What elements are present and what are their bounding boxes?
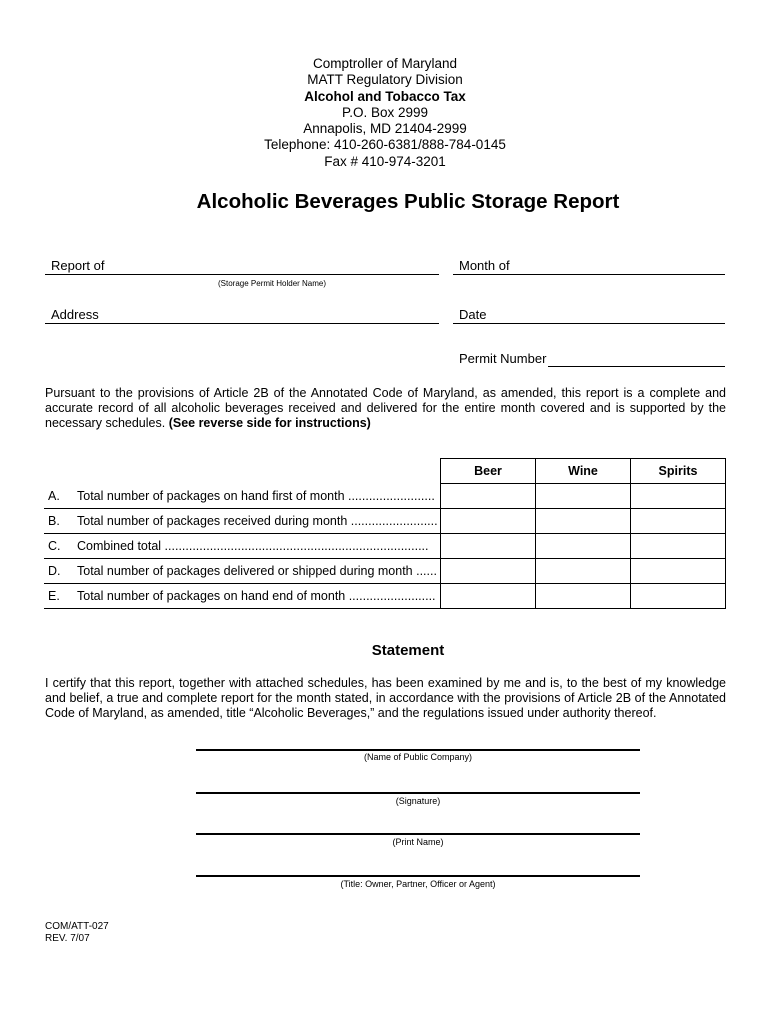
cell-d-wine[interactable] <box>536 559 631 584</box>
table-row <box>44 559 726 584</box>
cell-a-wine[interactable] <box>536 484 631 509</box>
row-label <box>44 534 441 559</box>
cell-b-wine[interactable] <box>536 509 631 534</box>
month-of-field[interactable] <box>453 256 725 275</box>
statement-text: I certify that this report, together with attached schedules, has been examined by me and is, to the best of my knowledge and belief, a true and complete report for the month stated, in accordance with the provisions of Article 2B of the Annotated Code of Maryland, as amended, title “Alcoholic Beverages,” and the regulations issued under authority thereof. <box>45 676 726 721</box>
form-number: COM/ATT-027 <box>45 921 109 932</box>
form-title: Alcoholic Beverages Public Storage Report <box>196 190 620 213</box>
print-name-line[interactable] <box>196 833 640 835</box>
date-label: Date <box>459 307 487 322</box>
cell-d-spirits[interactable] <box>631 559 726 584</box>
cell-b-beer[interactable] <box>441 509 536 534</box>
telephone: Telephone: 410-260-6381/888-784-0145 <box>264 137 506 153</box>
date-field[interactable] <box>453 305 725 324</box>
address-label: Address <box>51 307 99 322</box>
cell-e-spirits[interactable] <box>631 584 726 609</box>
column-wine: Wine <box>536 459 631 484</box>
cell-b-spirits[interactable] <box>631 509 726 534</box>
cell-c-spirits[interactable] <box>631 534 726 559</box>
month-of-label: Month of <box>459 258 510 273</box>
table-row <box>44 509 726 534</box>
row-letter: B. <box>48 514 60 528</box>
report-of-label: Report of <box>51 258 105 273</box>
tax-unit-name: Alcohol and Tobacco Tax <box>304 88 466 104</box>
print-name-label: (Print Name) <box>392 837 444 847</box>
report-of-field[interactable] <box>45 256 439 275</box>
row-text: Total number of packages delivered or shipped during month ...... <box>77 564 437 578</box>
city-state-zip: Annapolis, MD 21404-2999 <box>303 121 467 137</box>
signature-label: (Signature) <box>395 796 441 806</box>
division-name: MATT Regulatory Division <box>307 72 463 88</box>
company-name-label: (Name of Public Company) <box>363 752 473 762</box>
packages-table <box>44 458 726 609</box>
cell-d-beer[interactable] <box>441 559 536 584</box>
column-beer: Beer <box>441 459 536 484</box>
report-of-sublabel: (Storage Permit Holder Name) <box>218 279 327 288</box>
form-footer <box>45 921 109 945</box>
row-letter: E. <box>48 589 60 603</box>
row-letter: A. <box>48 488 60 503</box>
intro-instructions: (See reverse side for instructions) <box>168 416 371 431</box>
address-field[interactable] <box>45 305 439 324</box>
row-label <box>44 509 441 534</box>
row-text: Total number of packages received during month ......................... <box>77 514 438 528</box>
cell-a-beer[interactable] <box>441 484 536 509</box>
row-label <box>44 559 441 584</box>
row-letter: D. <box>48 564 61 578</box>
agency-name: Comptroller of Maryland <box>312 56 458 71</box>
company-name-line[interactable] <box>196 749 640 751</box>
table-row <box>44 584 726 609</box>
column-spirits: Spirits <box>631 459 726 484</box>
form-revision: REV. 7/07 <box>45 933 90 944</box>
permit-number-field[interactable] <box>548 366 725 367</box>
table-header-row <box>44 459 726 484</box>
permit-number-row <box>453 349 725 367</box>
row-text: Combined total ............................................................................ <box>77 539 429 553</box>
row-label <box>44 584 441 609</box>
cell-e-beer[interactable] <box>441 584 536 609</box>
table-row <box>44 534 726 559</box>
cell-a-spirits[interactable] <box>631 484 726 509</box>
cell-c-beer[interactable] <box>441 534 536 559</box>
header-blank <box>44 459 441 484</box>
title-label: (Title: Owner, Partner, Officer or Agent) <box>340 879 496 889</box>
table-row <box>44 484 726 509</box>
cell-c-wine[interactable] <box>536 534 631 559</box>
row-text: Total number of packages on hand end of month ......................... <box>77 589 436 603</box>
title-line[interactable] <box>196 875 640 877</box>
intro-text: Pursuant to the provisions of Article 2B of the Annotated Code of Maryland, as amended, this report is a complete and accurate record of all alcoholic beverages received and delivered for the entire month covered and is supported by the necessary schedules. <box>45 386 726 431</box>
signature-line[interactable] <box>196 792 640 794</box>
intro-paragraph <box>45 386 726 432</box>
statement-title: Statement <box>371 642 445 659</box>
po-box: P.O. Box 2999 <box>341 104 429 120</box>
row-letter: C. <box>48 539 61 553</box>
row-text: Total number of packages on hand first of month ......................... <box>77 488 435 503</box>
row-label <box>44 484 441 509</box>
permit-number-label: Permit Number <box>459 351 547 366</box>
cell-e-wine[interactable] <box>536 584 631 609</box>
fax: Fax # 410-974-3201 <box>324 153 446 169</box>
agency-header <box>0 56 770 170</box>
